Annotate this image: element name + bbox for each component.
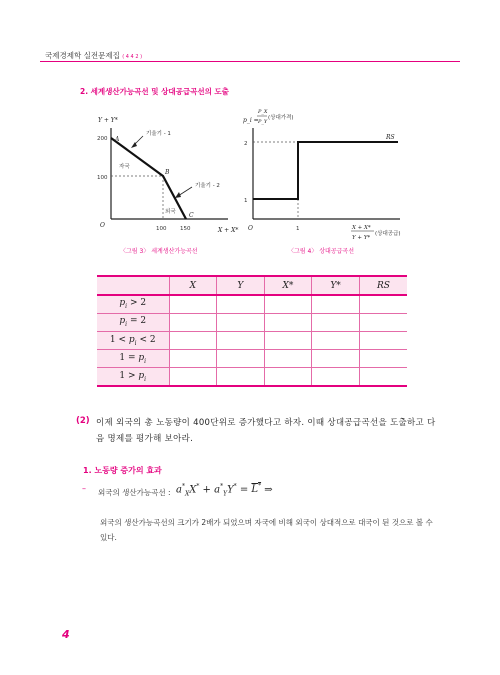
fig3-y-axis-label: Y + Y* <box>98 117 118 124</box>
row-label: $p_i > 2$ <box>97 295 169 313</box>
table-row <box>97 313 407 331</box>
table-cell <box>359 368 407 386</box>
table-cell <box>264 313 312 331</box>
table-cell <box>264 368 312 386</box>
header-rule <box>40 61 460 62</box>
supply-cases-table <box>97 275 407 387</box>
fig3-x-tick-100: 100 <box>156 226 167 232</box>
running-head <box>45 50 142 61</box>
fig4-x-axis-note: (상대공급) <box>375 231 401 237</box>
page-number: 4 <box>62 628 70 641</box>
fig3-foreign-label: 외국 <box>165 209 176 215</box>
fig4-rs-label: RS <box>386 134 395 141</box>
running-head-title: 국제경제학 실전문제집 <box>45 51 120 60</box>
table-cell <box>169 295 217 313</box>
fig3-home-label: 자국 <box>119 164 130 170</box>
ppf-label: 외국의 생산가능곡선 : <box>98 488 171 497</box>
statement-text: 외국의 생산가능곡선의 크기가 2배가 되었으며 자국에 비해 외국이 상대적으로 대국이 된 것으로 볼 수 있다. <box>100 518 433 542</box>
table-cell <box>312 331 360 349</box>
fig3-slope2-arrow <box>178 187 192 196</box>
fig3-caption: 〈그림 3〉 세계생산가능곡선 <box>120 248 198 255</box>
table-cell <box>217 313 265 331</box>
table-header-y: Y <box>217 276 265 295</box>
table-cell <box>264 350 312 368</box>
table-row <box>97 331 407 349</box>
row-label: $1 = p_i$ <box>97 350 169 368</box>
table-cell <box>312 313 360 331</box>
fig4-y-axis-label: p_i = <box>243 117 259 124</box>
fig3-x-axis-label: X + X* <box>218 227 239 234</box>
table-cell <box>359 350 407 368</box>
fig4-y-frac-den: P_Y <box>258 119 268 125</box>
table-row <box>97 295 407 313</box>
table-cell <box>217 295 265 313</box>
table-header-x-star: X* <box>264 276 312 295</box>
table-cell <box>217 331 265 349</box>
ppf-equation: $a^*_XX^* + a^*_YY^* = L^*$ ⇒ <box>176 483 273 498</box>
fig3-point-b: B <box>165 169 170 176</box>
fig4-y-tick-1: 1 <box>244 198 248 204</box>
running-head-subtitle: ( 4 4 2 ) <box>122 54 143 60</box>
fig3-point-a: A <box>115 136 120 143</box>
table-cell <box>217 368 265 386</box>
fig3-slope1-arrow <box>133 136 143 146</box>
table-cell <box>217 350 265 368</box>
table-header-row <box>97 276 407 295</box>
fig3-x-tick-150: 150 <box>180 226 191 232</box>
question-number: (2) <box>76 416 90 426</box>
fig3-slope1-arrowhead <box>131 142 137 148</box>
row-label: $1 < p_i < 2$ <box>97 331 169 349</box>
section-heading: 2. 세계생산가능곡선 및 상대공급곡선의 도출 <box>80 87 229 96</box>
fig3-slope1-label: 기울기 - 1 <box>146 131 171 137</box>
fig4-y-tick-2: 2 <box>244 141 248 147</box>
table-header-rs: RS <box>359 276 407 295</box>
table-cell <box>169 313 217 331</box>
question-text-line-2: 음 명제를 평가해 보아라. <box>96 434 194 444</box>
row-label: $1 > p_i$ <box>97 368 169 386</box>
table-corner-cell <box>97 276 169 295</box>
table-cell <box>169 331 217 349</box>
question-text-line-1: 이제 외국의 총 노동량이 400단위로 증가했다고 하자. 이때 상대공급곡선을 도출하고 다 <box>96 418 436 428</box>
fig4-y-frac-num: P_X <box>258 109 268 115</box>
table-cell <box>169 368 217 386</box>
fig3-point-c: C <box>189 212 194 219</box>
fig4-rs-curve <box>253 142 398 199</box>
fig3-origin: O <box>100 222 105 229</box>
table-cell <box>312 368 360 386</box>
fig3-y-tick-200: 200 <box>97 136 108 142</box>
fig4-x-frac-den: Y + Y* <box>352 235 371 241</box>
fig4-y-axis-note: (상대가격) <box>268 115 294 121</box>
fig3-slope2-arrowhead <box>175 192 181 198</box>
table-row <box>97 368 407 386</box>
row-label: $p_i = 2$ <box>97 313 169 331</box>
fig4-caption: 〈그림 4〉 상대공급곡선 <box>288 248 355 255</box>
fig3-y-tick-100: 100 <box>97 175 108 181</box>
fig4-x-tick-1: 1 <box>296 226 300 232</box>
table-header-x: X <box>169 276 217 295</box>
table-cell <box>312 295 360 313</box>
fig4-origin: O <box>248 225 253 232</box>
subsection-heading: 1. 노동량 증가의 효과 <box>83 466 162 475</box>
bullet-dash: – <box>82 484 86 493</box>
table-cell <box>359 295 407 313</box>
table-header-y-star: Y* <box>312 276 360 295</box>
table-row <box>97 350 407 368</box>
fig3-slope2-label: 기울기 - 2 <box>195 183 220 189</box>
table-cell <box>264 295 312 313</box>
table-cell <box>359 313 407 331</box>
table-cell <box>359 331 407 349</box>
fig4-x-frac-num: X + X* <box>352 225 371 231</box>
table-cell <box>264 331 312 349</box>
table-cell <box>312 350 360 368</box>
table-cell <box>169 350 217 368</box>
fig3-frontier <box>111 138 186 219</box>
